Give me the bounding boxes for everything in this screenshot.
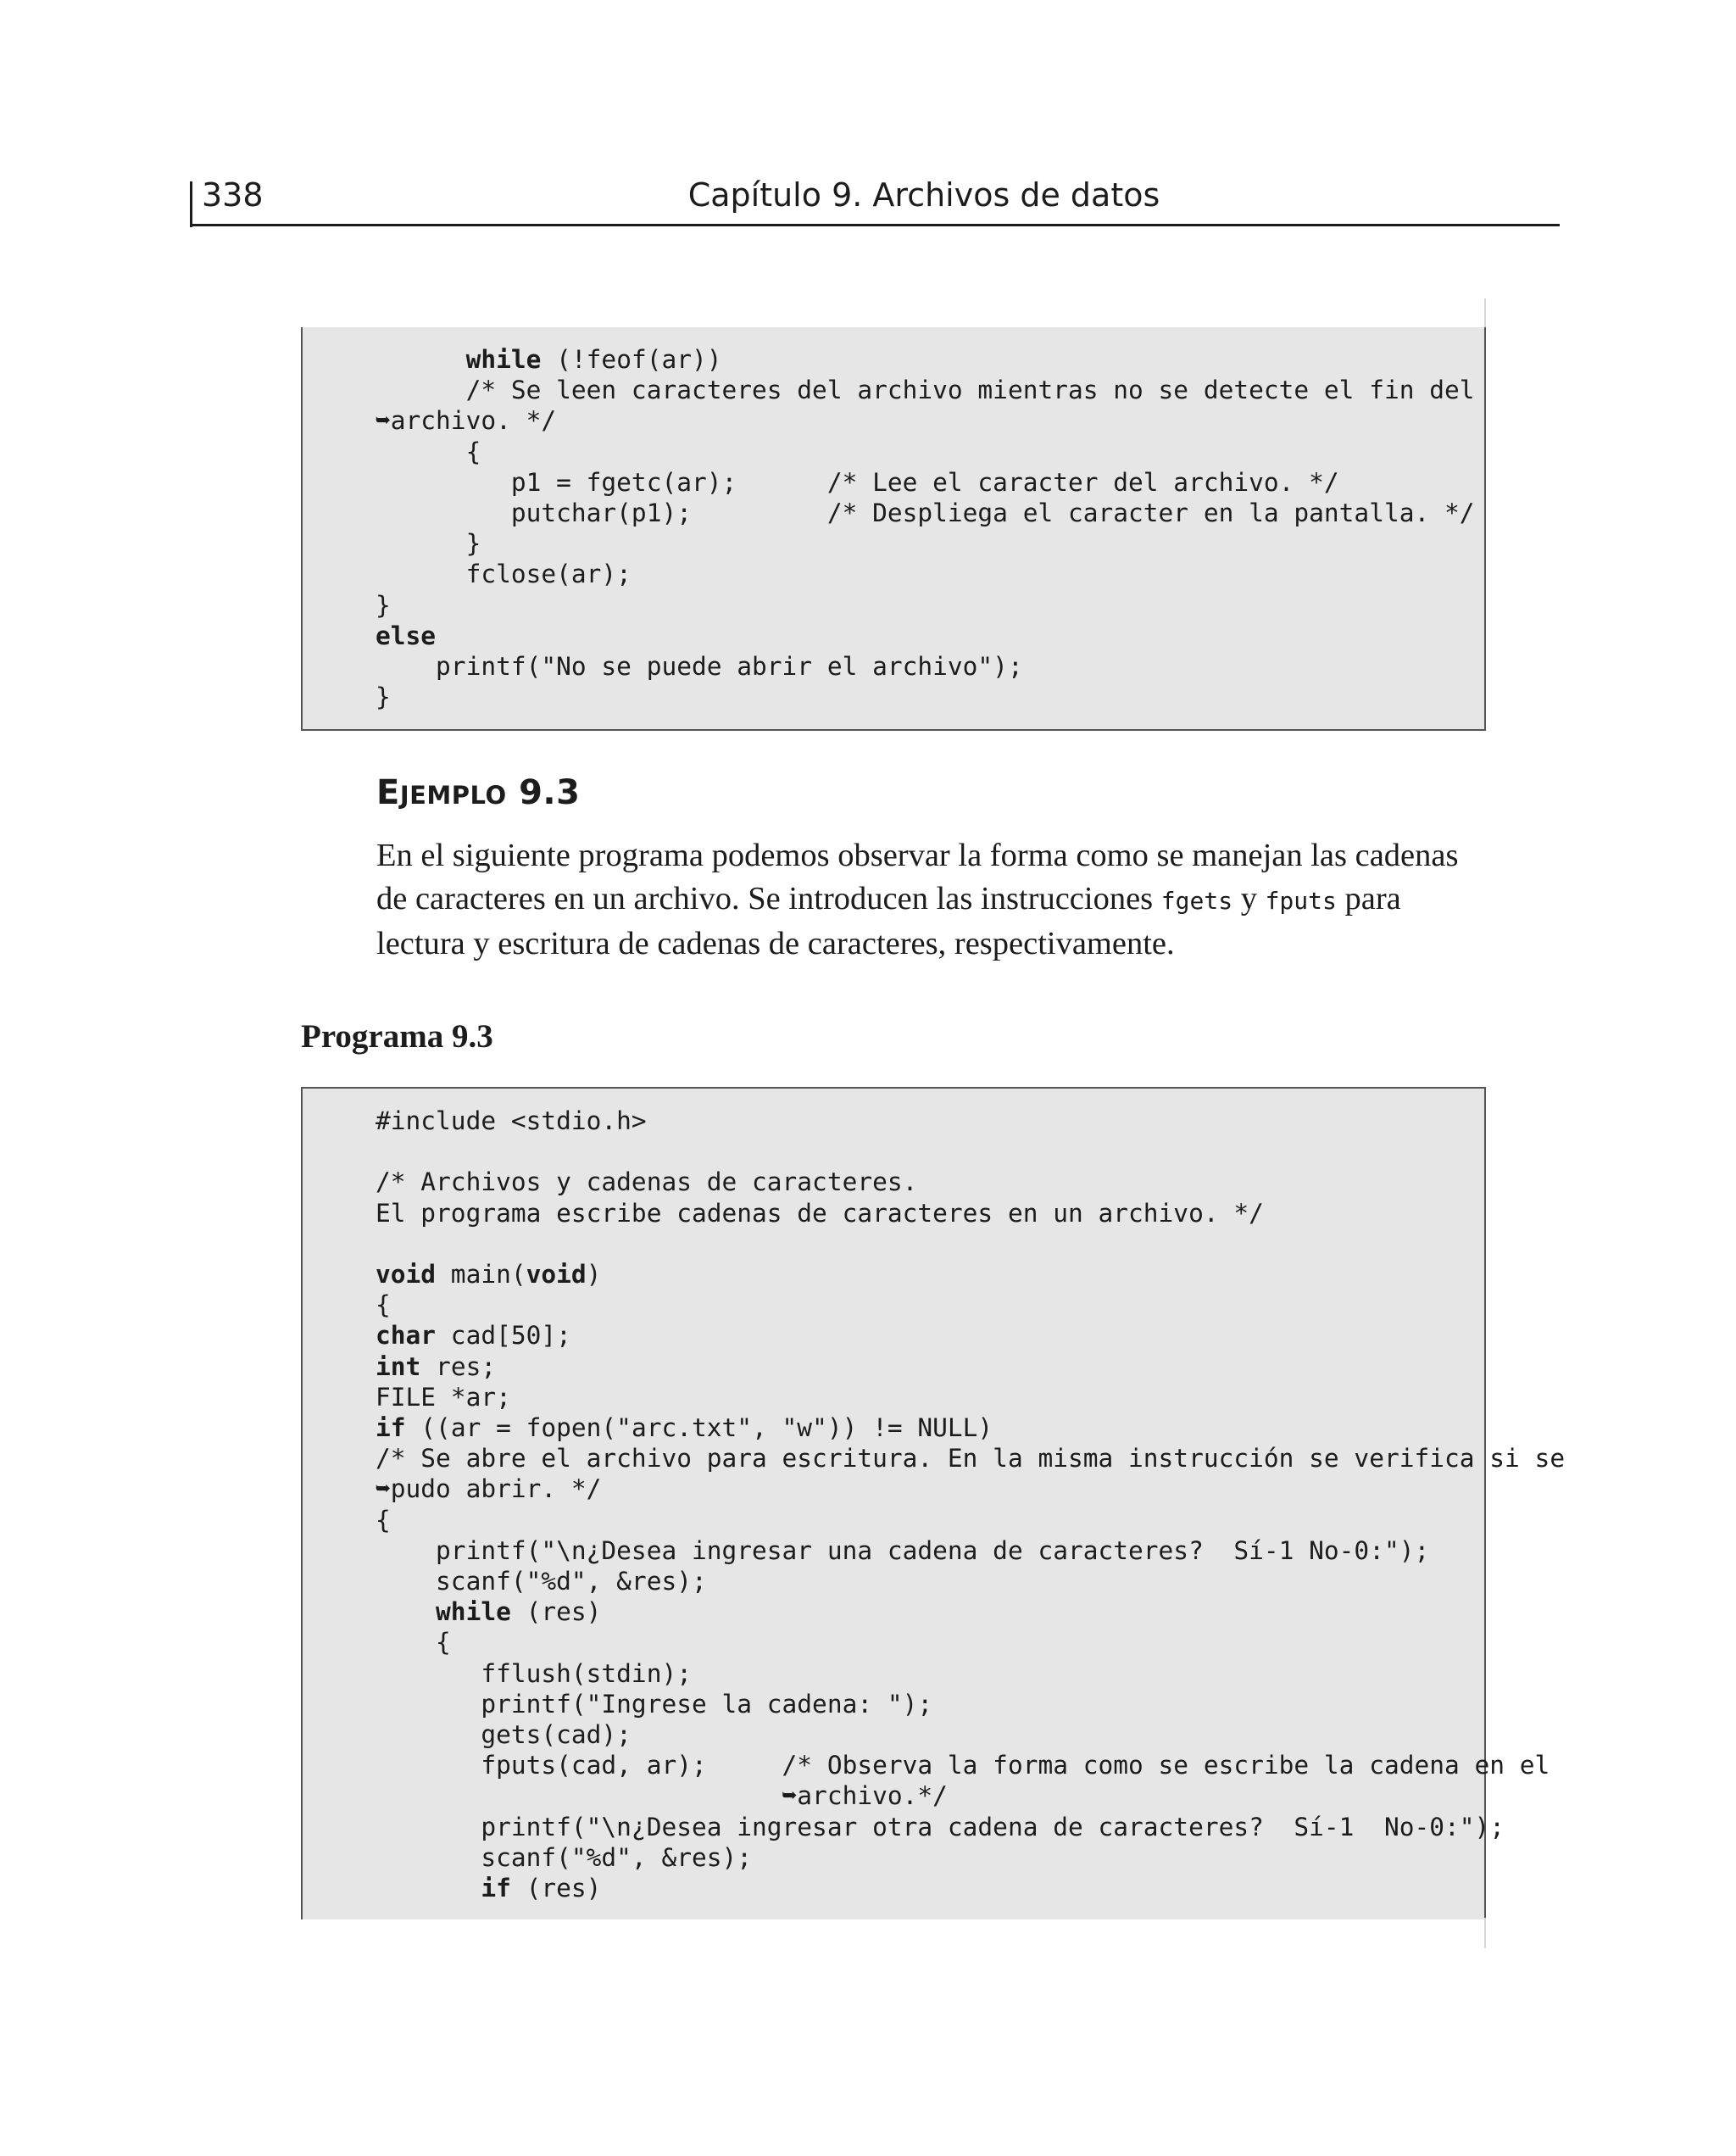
code-box-edge — [1484, 1918, 1486, 1948]
code-keyword: while — [465, 345, 542, 374]
code-line: putchar(p1); /* Despliega el caracter en la pantalla. */ — [376, 499, 1475, 528]
code-line: printf("No se puede abrir el archivo"); — [376, 652, 1023, 682]
chapter-title: Capítulo 9. Archivos de datos — [687, 176, 1160, 214]
code-line: int res; — [376, 1351, 497, 1381]
code-line: fflush(stdin); — [376, 1658, 692, 1688]
code-block-program — [301, 1087, 1566, 1919]
code-line: while (!feof(ar)) — [465, 345, 722, 374]
code-keyword: char — [376, 1321, 437, 1351]
code-line: { — [376, 437, 481, 466]
code-line — [376, 621, 436, 650]
code-keyword: void — [526, 1260, 587, 1290]
code-block-continued — [301, 327, 1486, 731]
code-line: if (res) — [481, 1874, 602, 1903]
code-listing — [376, 1106, 1565, 1903]
example-label-prefix: E — [376, 773, 400, 812]
code-box-edge — [1484, 298, 1486, 329]
code-keyword: else — [376, 621, 437, 650]
code-line: void main(void) — [376, 1260, 602, 1290]
code-line: printf("\n¿Desea ingresar otra cadena de caracteres? Sí-1 No-0:"); — [376, 1812, 1505, 1841]
example-label-number: 9.3 — [519, 773, 581, 812]
paragraph-text: y — [1232, 881, 1266, 916]
header-rule — [190, 224, 1560, 226]
example-paragraph — [376, 834, 1495, 966]
code-keyword: if — [481, 1874, 511, 1903]
code-line: { — [376, 1290, 391, 1320]
inline-code-fgets: fgets — [1160, 887, 1233, 915]
paragraph-text: En el siguiente programa podemos observar la forma como se manejan las cadenas de caracteres en un archivo. Se introducen las instrucciones — [376, 838, 1459, 916]
code-line: } — [376, 529, 481, 559]
code-line: /* Archivos y cadenas de caracteres. — [376, 1167, 918, 1197]
code-line: ➥pudo abrir. */ — [376, 1474, 602, 1504]
code-line: ➥archivo.*/ — [376, 1781, 948, 1811]
code-line: } — [376, 682, 391, 712]
code-line: ➥archivo. */ — [376, 406, 557, 436]
code-line: fclose(ar); — [376, 560, 632, 589]
code-line: fputs(cad, ar); /* Observa la forma como se escribe la cadena en el — [376, 1751, 1550, 1780]
example-label-smallcaps: JEMPLO — [399, 781, 507, 810]
code-line: FILE *ar; — [376, 1382, 511, 1412]
code-line: char cad[50]; — [376, 1321, 571, 1351]
code-keyword: if — [376, 1413, 406, 1443]
code-line: /* Se abre el archivo para escritura. En la misma instrucción se verifica si se — [376, 1444, 1566, 1474]
paragraph-text: para lectura y escritura de cadenas de caracteres, respectivamente. — [376, 881, 1401, 961]
code-keyword: int — [376, 1351, 421, 1381]
code-keyword: void — [376, 1260, 437, 1290]
code-listing — [376, 344, 1475, 712]
code-line: #include <stdio.h> — [376, 1106, 647, 1135]
code-line: while (res) — [436, 1597, 602, 1627]
program-title: Programa 9.3 — [301, 1018, 493, 1055]
code-line: scanf("%d", &res); — [376, 1567, 707, 1596]
code-line: { — [376, 1505, 391, 1535]
code-line: /* Se leen caracteres del archivo mientras no se detecte el fin del — [376, 376, 1475, 405]
code-line: printf("\n¿Desea ingresar una cadena de caracteres? Sí-1 No-0:"); — [376, 1535, 1430, 1565]
example-heading — [376, 773, 580, 812]
code-line: gets(cad); — [376, 1720, 632, 1750]
code-line: printf("Ingrese la cadena: "); — [376, 1689, 933, 1719]
page-number: 338 — [202, 176, 264, 214]
inline-code-fputs: fputs — [1265, 887, 1337, 915]
code-line: { — [376, 1628, 451, 1657]
code-keyword: while — [436, 1597, 511, 1627]
code-line: El programa escribe cadenas de caracteres en un archivo. */ — [376, 1198, 1264, 1228]
code-line: scanf("%d", &res); — [376, 1842, 753, 1872]
code-line: } — [376, 590, 391, 620]
code-line: p1 = fgetc(ar); /* Lee el caracter del archivo. */ — [376, 467, 1339, 497]
code-line: if ((ar = fopen("arc.txt", "w")) != NULL) — [376, 1413, 993, 1443]
